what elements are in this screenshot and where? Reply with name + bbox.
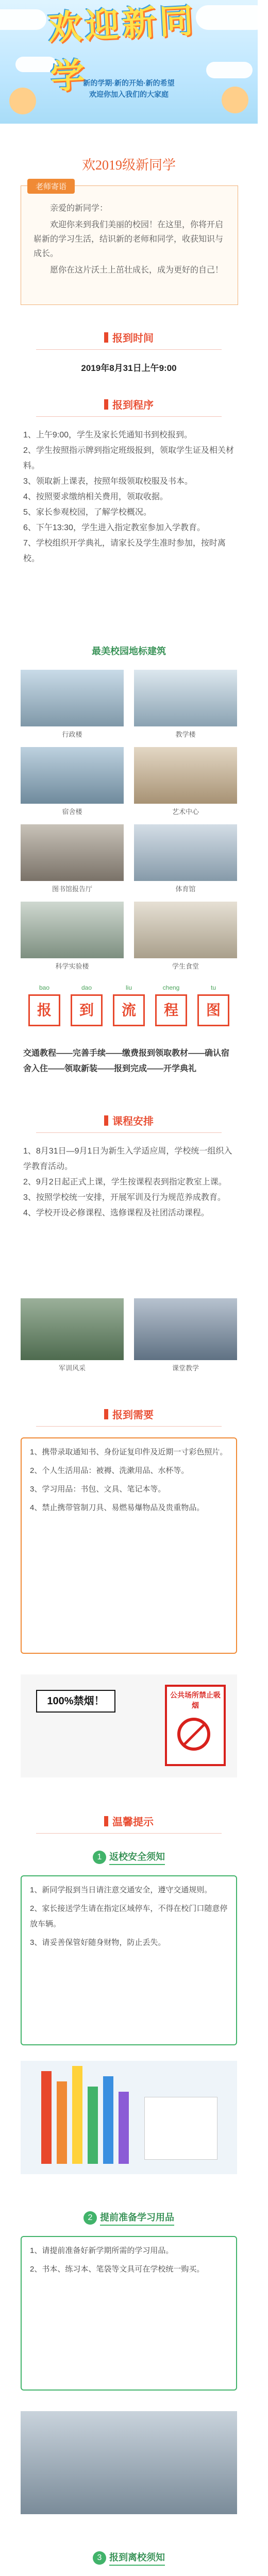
prep-item: 3、学习用品：书包、文具、笔记本等。 [30, 1485, 166, 1494]
no-smoking-icon [177, 1718, 210, 1751]
intro-paragraph: 欢迎你来到我们美丽的校园！在这里，你将开启崭新的学习生活，结识新的老师和同学，收获知识与成长。 [34, 221, 224, 258]
topic-title: 报到离校须知 [109, 2550, 165, 2566]
divider [36, 1426, 222, 1427]
cloud-decoration [206, 62, 253, 78]
intro-tag: 老师寄语 [27, 179, 75, 194]
topic-number: 1 [93, 1851, 106, 1864]
pencil [72, 2066, 82, 2164]
step-tile: 流 [113, 994, 145, 1026]
slash [182, 1722, 206, 1747]
intro-paragraph: 愿你在这片沃土上茁壮成长，成为更好的自己！ [50, 266, 224, 275]
no-smoking-illustration [21, 1674, 237, 1777]
photo-fill [134, 902, 237, 958]
topic-item: 3、请妥善保管好随身财物，防止丢失。 [30, 1938, 166, 1947]
section-title: 报到需要 [112, 1410, 154, 1421]
section-title: 报到程序 [112, 400, 154, 411]
heading-bar [104, 332, 108, 343]
notice-topic-heading [0, 2550, 258, 2566]
photo-fill [21, 824, 124, 881]
photo-caption: 科学实验楼 [55, 962, 89, 970]
photo-caption: 学生食堂 [172, 962, 199, 970]
campus-photo [21, 824, 124, 893]
step-tile: 程 [155, 994, 187, 1026]
section-title: 课程安排 [112, 1116, 154, 1127]
section-title: 温馨提示 [112, 1817, 154, 1828]
step-tile: 图 [197, 994, 229, 1026]
photo-fill [134, 824, 237, 881]
notebook [144, 2097, 217, 2160]
photo-fill [134, 747, 237, 804]
step-pinyin: tu [210, 984, 216, 991]
step-pinyin: dao [81, 984, 92, 991]
pencil [103, 2076, 113, 2164]
divider [36, 1833, 222, 1834]
photo-fill [134, 1298, 237, 1360]
banner-subtitle [52, 77, 206, 108]
photo-caption: 艺术中心 [172, 808, 199, 816]
photo-caption: 体育馆 [175, 885, 196, 893]
topic-item: 1、请提前准备好新学期所需的学习用品。 [30, 2246, 174, 2255]
section-heading-prep [0, 1406, 258, 1421]
photo-fill [134, 670, 237, 726]
prep-item: 4、禁止携带管制刀具、易燃易爆物品及贵重物品。 [30, 1503, 205, 1512]
campus-photo [21, 747, 124, 816]
schedule-photo [134, 1298, 237, 1372]
step-tile: 到 [71, 994, 103, 1026]
process-item: 3、领取新上课表，按照年级领取校服及书本。 [23, 477, 193, 486]
photo-caption: 宿舍楼 [62, 808, 82, 816]
pencil [88, 2087, 98, 2164]
photo-fill [21, 1298, 124, 1360]
process-item: 6、下午13:30，学生进入指定教室参加入学教育。 [23, 523, 205, 532]
pencil [119, 2092, 129, 2164]
no-smoking-sign [165, 1685, 226, 1766]
flow-steps [28, 984, 229, 1030]
schedule-list [23, 1144, 234, 1221]
photo-caption: 军训风采 [58, 1364, 86, 1372]
topic1-card [21, 1875, 237, 2045]
campus-heading: 最美校园地标建筑 [92, 646, 166, 656]
report-time-value: 2019年8月31日上午9:00 [81, 363, 177, 373]
topic-title: 提前准备学习用品 [100, 2210, 174, 2226]
step-pinyin: bao [39, 984, 50, 991]
pencil [57, 2081, 67, 2164]
photo-caption: 教学楼 [175, 731, 196, 738]
topic-title: 返校安全须知 [109, 1850, 165, 1865]
intro-paragraph: 亲爱的新同学： [50, 204, 108, 213]
divider [36, 349, 222, 350]
section-heading-notice [0, 1814, 258, 1828]
banner-title: 欢迎新同学 [47, 0, 197, 97]
topic-number: 2 [83, 2211, 97, 2225]
campus-photo [21, 670, 124, 738]
section-heading-schedule [0, 1113, 258, 1128]
divider [36, 1132, 222, 1133]
banner-subtitle-line: 新的学期·新的开始·新的希望 [83, 79, 175, 87]
divider [36, 416, 222, 417]
process-item: 1、上午9:00，学生及家长凭通知书到校报到。 [23, 431, 193, 439]
process-item: 5、家长参观校园，了解学校概况。 [23, 508, 152, 517]
intro-card [21, 182, 238, 305]
heading-bar [104, 1115, 108, 1126]
flow-description: 交通教程——完善手续——缴费报到领取教材——确认宿舍入住——领取新装——报到完成——开学典礼 [23, 1049, 230, 1073]
topic-number: 3 [93, 2551, 106, 2565]
prep-item: 2、个人生活用品：被褥、洗漱用品、水杯等。 [30, 1466, 189, 1475]
photo-fill [21, 2411, 237, 2514]
process-item: 2、学生按照指示牌到指定班级报到，领取学生证及相关材料。 [23, 446, 234, 470]
campus-photo [134, 747, 237, 816]
warning-label: 100%禁烟！ [36, 1690, 115, 1713]
intro-text [34, 201, 225, 280]
notice-topic-heading [0, 1850, 258, 1865]
schedule-photo [21, 1298, 124, 1372]
section-heading-time [0, 330, 258, 345]
child-illustration [9, 88, 36, 114]
classroom-photo [21, 2411, 237, 2514]
photo-caption: 图书馆报告厅 [52, 885, 92, 893]
process-item: 7、学校组织开学典礼，请家长及学生准时参加，按时离校。 [23, 539, 226, 563]
header-banner [0, 0, 258, 124]
section-title: 报到时间 [112, 333, 154, 344]
schedule-item: 1、8月31日—9月1日为新生入学适应周，学校统一组织入学教育活动。 [23, 1147, 232, 1171]
schedule-item: 4、学校开设必修课程、选修课程及社团活动课程。 [23, 1209, 209, 1217]
sign-text: 公共场所禁止吸烟 [170, 1691, 221, 1709]
step-pinyin: cheng [162, 984, 180, 991]
child-illustration [222, 87, 248, 113]
heading-bar [104, 1409, 108, 1419]
heading-bar [104, 1816, 108, 1826]
process-item: 4、按照要求缴纳相关费用，领取收据。 [23, 493, 168, 501]
step-tile: 报 [28, 994, 60, 1026]
schedule-item: 3、按照学校统一安排，开展军训及行为规范养成教育。 [23, 1193, 226, 1202]
photo-fill [21, 747, 124, 804]
campus-photo [134, 824, 237, 893]
school-welcome-title: 欢2019级新同学 [81, 158, 176, 173]
photo-fill [21, 902, 124, 958]
heading-bar [104, 399, 108, 410]
step-pinyin: liu [125, 984, 132, 991]
cloud-decoration [0, 9, 46, 30]
photo-caption: 课堂教学 [172, 1364, 199, 1372]
topic-item: 2、家长接送学生请在指定区域停车，不得在校门口随意停放车辆。 [30, 1904, 228, 1928]
campus-photo [134, 670, 237, 738]
section-heading-process [0, 397, 258, 412]
pencils-illustration [21, 2061, 237, 2174]
campus-photo [21, 902, 124, 970]
banner-subtitle-line: 欢迎你加入我们的大家庭 [89, 90, 169, 98]
campus-photo [134, 902, 237, 970]
pencil [41, 2071, 52, 2164]
photo-caption: 行政楼 [62, 731, 82, 738]
photo-fill [21, 670, 124, 726]
prep-item: 1、携带录取通知书、身份证复印件及近期一寸彩色照片。 [30, 1448, 228, 1456]
schedule-item: 2、9月2日起正式上课，学生按课程表到指定教室上课。 [23, 1178, 227, 1187]
topic2-card [21, 2236, 237, 2391]
topic-item: 1、新同学报到当日请注意交通安全，遵守交通规则。 [30, 1886, 212, 1894]
topic-item: 2、书本、练习本、笔袋等文具可在学校统一购买。 [30, 2265, 205, 2274]
process-list [23, 428, 234, 567]
prep-card [21, 1437, 237, 1654]
notice-topic-heading [0, 2210, 258, 2226]
